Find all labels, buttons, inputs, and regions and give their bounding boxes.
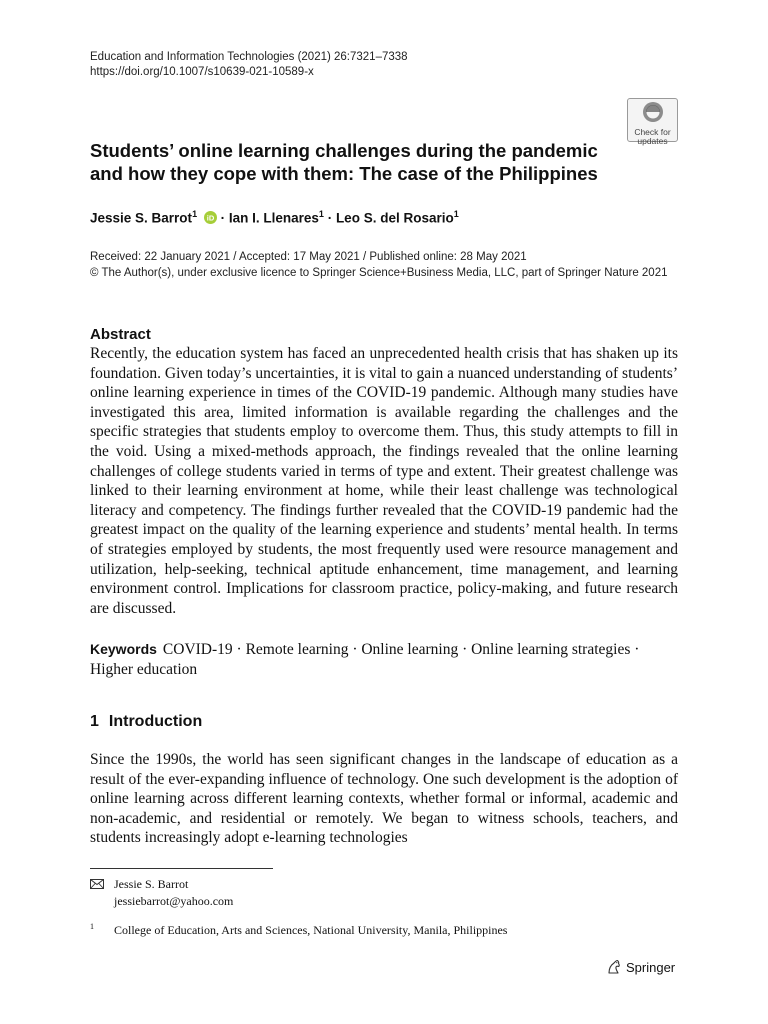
- affiliation-number: 1: [90, 922, 94, 931]
- affiliation-footnote: [90, 919, 507, 938]
- corresponding-author-note: [90, 876, 233, 909]
- journal-header: [90, 50, 408, 80]
- check-for-updates-icon: [642, 101, 664, 123]
- publisher-name: Springer: [626, 959, 676, 975]
- keywords-label: Keywords: [90, 641, 157, 657]
- author-separator: ·: [327, 210, 336, 226]
- svg-text:iD: iD: [206, 212, 215, 222]
- springer-horse-icon: [606, 959, 622, 975]
- author-name[interactable]: Leo S. del Rosario: [335, 210, 454, 226]
- keywords-text: COVID-19 · Remote learning · Online learning · Online learning strategies · Higher education: [90, 641, 640, 678]
- check-for-updates-badge[interactable]: [627, 98, 678, 146]
- author-affiliation-mark: 1: [192, 209, 198, 219]
- footnote-divider: [90, 868, 273, 869]
- badge-line-1: Check for: [634, 127, 671, 137]
- author-list: [90, 209, 459, 227]
- section-number: 1: [90, 713, 99, 730]
- affiliation-text: College of Education, Arts and Sciences, National University, Manila, Philippines: [114, 923, 508, 937]
- introduction-text: Since the 1990s, the world has seen significant changes in the landscape of education as a result of the ever-expanding influence of technology. One such development is the adoption of online learning across different learning contexts, whether formal or informal, academic and non-academic, and residential or remotely. We began to witness schools, teachers, and students increasingly adopt e-learning technologies: [90, 751, 678, 846]
- author-name[interactable]: Jessie S. Barrot: [90, 210, 193, 226]
- abstract-heading: Abstract: [90, 326, 151, 343]
- keywords-block: [90, 640, 678, 679]
- badge-line-2: updates: [637, 136, 668, 146]
- section-title: Introduction: [108, 713, 203, 730]
- copyright-notice: © The Author(s), under exclusive licence to Springer Science+Business Media, LLC, part of Springer Nature 2021: [90, 267, 668, 279]
- orcid-icon[interactable]: [204, 211, 217, 227]
- dates-line: Received: 22 January 2021 / Accepted: 17 May 2021 / Published online: 28 May 2021: [90, 251, 527, 263]
- author-name[interactable]: Ian I. Llenares: [228, 210, 319, 226]
- journal-citation: Education and Information Technologies (2021) 26:7321–7338: [90, 51, 408, 63]
- author-affiliation-mark: 1: [318, 209, 324, 219]
- author-separator: ·: [220, 210, 229, 226]
- corresponding-author-name: Jessie S. Barrot: [114, 877, 189, 891]
- article-history: [90, 249, 690, 281]
- author-email[interactable]: jessiebarrot@yahoo.com: [114, 894, 234, 908]
- author-affiliation-mark: 1: [453, 209, 459, 219]
- article-title: Students’ online learning challenges during the pandemic and how they cope with them: The case of the Philippines: [90, 140, 598, 184]
- abstract-text: Recently, the education system has faced an unprecedented health crisis that has shaken up its foundation. Given today’s uncertainties, it is vital to gain a nuanced understanding of students’ online learning experience in times of the COVID-19 pandemic. Although many studies have investigated this area, limited information is available regarding the challenges and the specific strategies that students employ to overcome them. Thus, this study attempts to fill in the void. Using a mixed-methods approach, the findings revealed that the online learning challenges of college students varied in terms of type and extent. Their greatest challenge was linked to their learning environment at home, while their least challenge was technological literacy and competency. The findings further revealed that the COVID-19 pandemic had the greatest impact on the quality of the learning experience and students’ mental health. In terms of strategies employed by students, the most frequently used were resource management and utilization, help-seeking, technical aptitude enhancement, time management, and learning environment control. Implications for classroom practice, policy-making, and future research are discussed.: [90, 345, 678, 617]
- section-heading: [90, 713, 202, 731]
- publisher-logo: [606, 959, 675, 975]
- envelope-icon: [90, 877, 114, 893]
- doi-link[interactable]: https://doi.org/10.1007/s10639-021-10589-x: [90, 66, 314, 78]
